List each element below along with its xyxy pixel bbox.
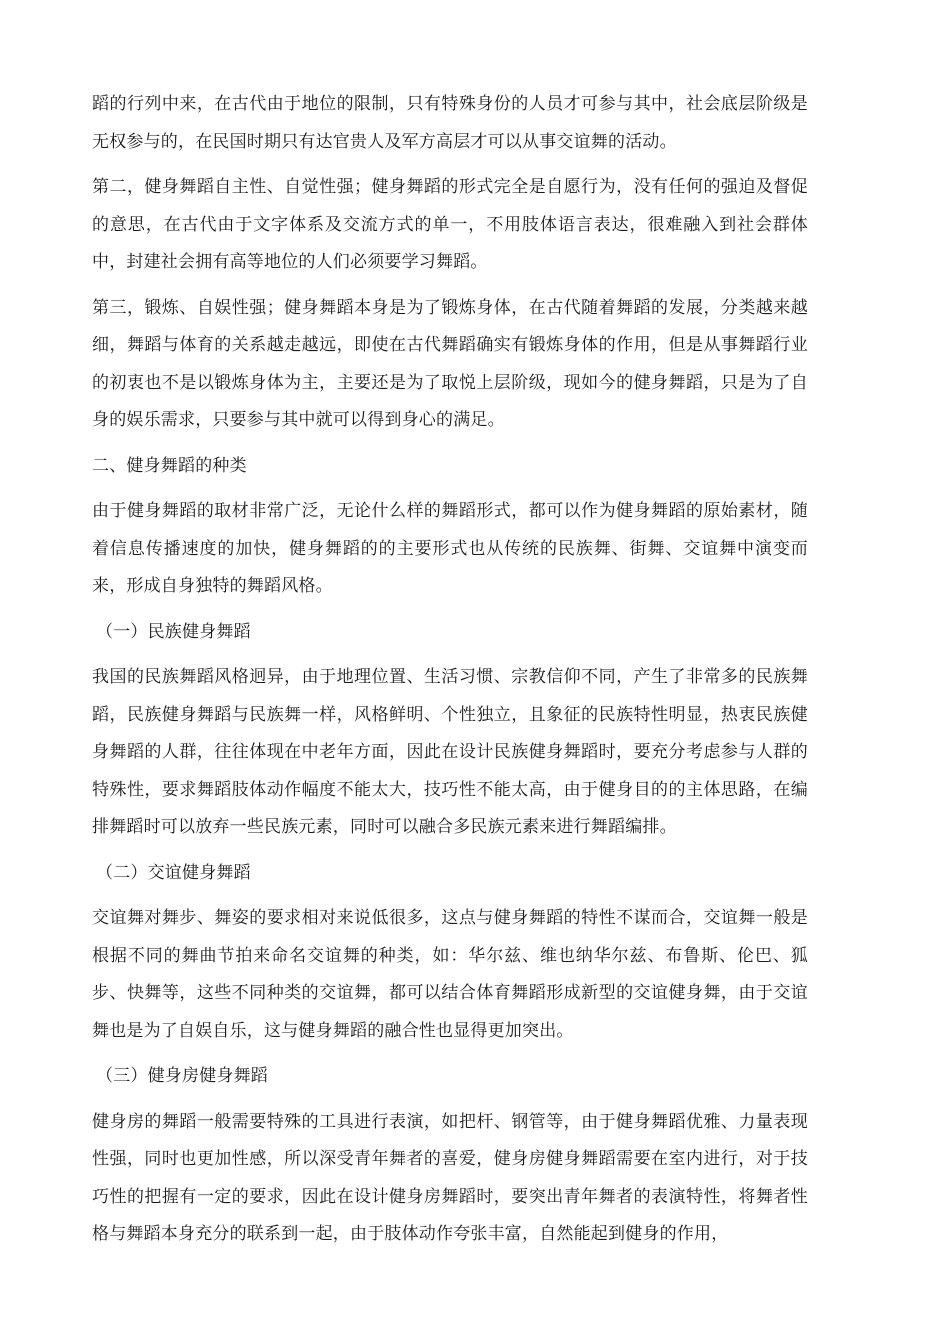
section-heading-types: 二、健身舞蹈的种类 <box>92 455 247 476</box>
paragraph-5: 我国的民族舞蹈风格迥异，由于地理位置、生活习惯、宗教信仰不同，产生了非常多的民族舞蹈，民族健身舞蹈与民族舞一样，风格鲜明、个性独立，且象征的民族特性明显，热衷民族健身舞蹈的人群，往往体现在中老年方面，因此在设计民族健身舞蹈时，要充分考虑参与人群的特殊性，要求舞蹈肢体动作幅度不能太大，技巧性不能太高，由于健身目的的主体思路，在编排舞蹈时可以放弃一些民族元素，同时可以融合多民族元素来进行舞蹈编排。 <box>92 667 808 837</box>
paragraph-3: 第三，锻炼、自娱性强；健身舞蹈本身是为了锻炼身体，在古代随着舞蹈的发展，分类越来越细，舞蹈与体育的关系越走越远，即使在古代舞蹈确实有锻炼身体的作用，但是从事舞蹈行业的初衷也不是以锻炼身体为主，主要还是为了取悦上层阶级，现如今的健身舞蹈，只是为了自身的娱乐需求，只要参与其中就可以得到身心的满足。 <box>92 297 808 430</box>
subheading-ethnic-dance: （一）民族健身舞蹈 <box>96 621 251 642</box>
subheading-ballroom-dance: （二）交谊健身舞蹈 <box>96 862 251 883</box>
paragraph-1: 蹈的行列中来，在古代由于地位的限制，只有特殊身份的人员才可参与其中，社会底层阶级是无权参与的，在民国时期只有达官贵人及军方高层才可以从事交谊舞的活动。 <box>92 94 808 152</box>
paragraph-4: 由于健身舞蹈的取材非常广泛，无论什么样的舞蹈形式，都可以作为健身舞蹈的原始素材，随着信息传播速度的加快，健身舞蹈的的主要形式也从传统的民族舞、街舞、交谊舞中演变而来，形成自身独特的舞蹈风格。 <box>92 501 808 596</box>
paragraph-7: 健身房的舞蹈一般需要特殊的工具进行表演，如把杆、钢管等，由于健身舞蹈优雅、力量表现性强，同时也更加性感，所以深受青年舞者的喜爱，健身房健身舞蹈需要在室内进行，对于技巧性的把握有一定的要求，因此在设计健身房舞蹈时，要突出青年舞者的表演特性，将舞者性格与舞蹈本身充分的联系到一起，由于肢体动作夸张丰富，自然能起到健身的作用， <box>92 1111 808 1244</box>
subheading-gym-dance: （三）健身房健身舞蹈 <box>96 1066 268 1086</box>
paragraph-2: 第二，健身舞蹈自主性、自觉性强；健身舞蹈的形式完全是自愿行为，没有任何的强迫及督促的意思，在古代由于文字体系及交流方式的单一，不用肢体语言表达，很难融入到社会群体中，封建社会拥有高等地位的人们必须要学习舞蹈。 <box>92 177 808 272</box>
document-page <box>92 86 808 1262</box>
paragraph-6: 交谊舞对舞步、舞姿的要求相对来说低很多，这点与健身舞蹈的特性不谋而合，交谊舞一般是根据不同的舞曲节拍来命名交谊舞的种类，如：华尔兹、维也纳华尔兹、布鲁斯、伦巴、狐步、快舞等，这些不同种类的交谊舞，都可以结合体育舞蹈形成新型的交谊健身舞，由于交谊舞也是为了自娱自乐，这与健身舞蹈的融合性也显得更加突出。 <box>92 908 808 1041</box>
